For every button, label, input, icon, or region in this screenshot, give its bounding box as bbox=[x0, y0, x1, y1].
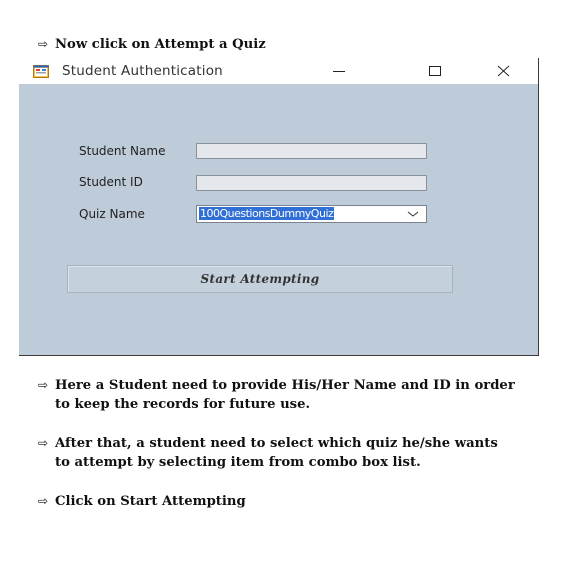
student-authentication-window bbox=[19, 58, 539, 356]
quiz-name-label: Quiz Name bbox=[79, 207, 145, 221]
minimize-icon[interactable] bbox=[319, 58, 359, 84]
instruction-step-2-line-2: to keep the records for future use. bbox=[55, 397, 311, 412]
student-id-input[interactable] bbox=[196, 175, 427, 191]
instruction-step-2 bbox=[38, 376, 515, 414]
maximize-icon[interactable] bbox=[415, 58, 455, 84]
student-id-label: Student ID bbox=[79, 175, 143, 189]
chevron-down-icon[interactable] bbox=[406, 209, 420, 219]
instruction-step-2-line-1: Here a Student need to provide His/Her Name and ID in order bbox=[55, 378, 515, 393]
window-title: Student Authentication bbox=[62, 63, 223, 79]
student-name-input[interactable] bbox=[196, 143, 427, 159]
right-arrow-icon: ⇨ bbox=[38, 37, 49, 51]
instruction-step-4 bbox=[38, 492, 246, 511]
quiz-name-selected-value: 100QuestionsDummyQuiz bbox=[200, 207, 334, 220]
right-arrow-icon: ⇨ bbox=[38, 494, 49, 508]
instruction-step-4-text: Click on Start Attempting bbox=[55, 494, 246, 509]
right-arrow-icon: ⇨ bbox=[38, 436, 49, 450]
quiz-name-combobox[interactable] bbox=[196, 205, 427, 223]
instruction-step-3-line-2: to attempt by selecting item from combo box list. bbox=[55, 455, 421, 470]
close-icon[interactable] bbox=[484, 58, 524, 84]
instruction-step-3 bbox=[38, 434, 498, 472]
window-titlebar[interactable] bbox=[19, 58, 538, 84]
start-attempting-button[interactable]: Start Attempting bbox=[67, 265, 453, 293]
instruction-step-1 bbox=[38, 35, 266, 54]
right-arrow-icon: ⇨ bbox=[38, 378, 49, 392]
instruction-step-3-line-1: After that, a student need to select which quiz he/she wants bbox=[55, 436, 498, 451]
student-name-label: Student Name bbox=[79, 144, 166, 158]
form-window-icon bbox=[33, 65, 49, 78]
instruction-step-1-text: Now click on Attempt a Quiz bbox=[55, 37, 266, 52]
